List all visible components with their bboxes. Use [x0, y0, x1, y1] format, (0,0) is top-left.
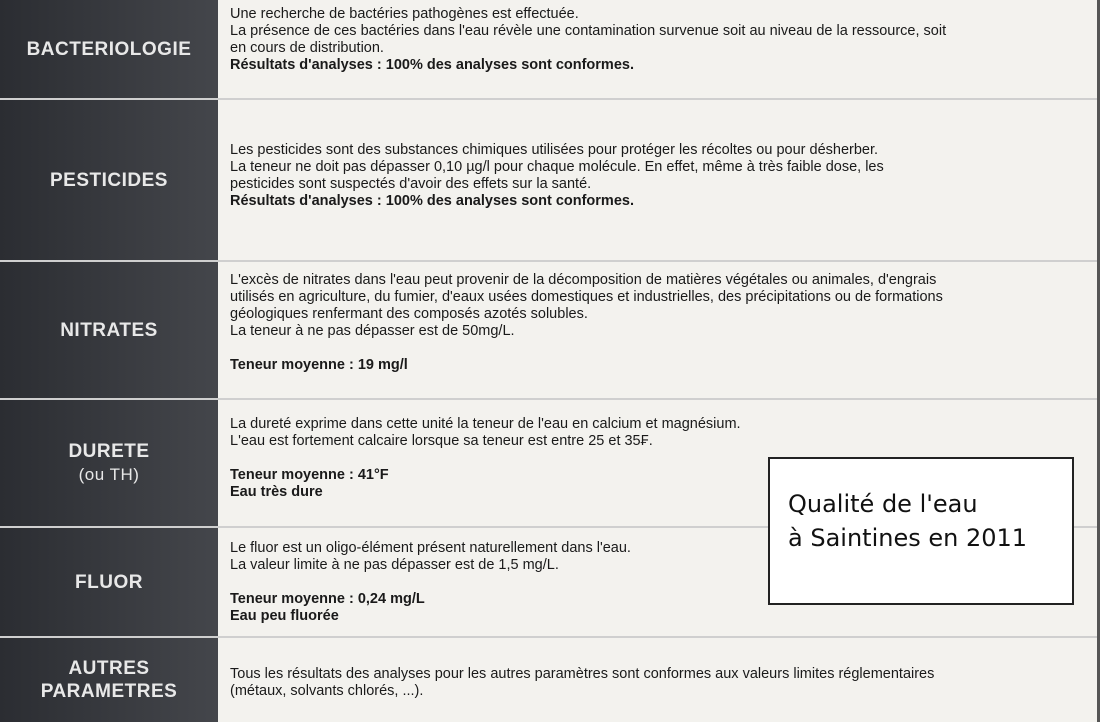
label-pesticides	[0, 100, 218, 260]
text-line: Une recherche de bactéries pathogènes est effectuée.	[230, 6, 579, 22]
text-line: La valeur limite à ne pas dépasser est de 1,5 mg/L.	[230, 557, 559, 573]
content-nitrates	[230, 272, 1092, 398]
text-line: La présence de ces bactéries dans l'eau révèle une contamination survenue soit au niveau de la ressource, soit	[230, 23, 947, 39]
row-nitrates	[0, 262, 1100, 400]
text-line: géologiques renfermant des composés azotés solubles.	[230, 306, 588, 322]
label-text: BACTERIOLOGIE	[26, 38, 192, 60]
label-subtext: PARAMETRES	[40, 681, 178, 702]
result-line: Résultats d'analyses : 100% des analyses sont conformes.	[230, 193, 634, 209]
text-line: L'excès de nitrates dans l'eau peut provenir de la décomposition de matières végétales ou animales, d'engrais	[230, 272, 937, 288]
label-text: DURETE	[68, 441, 150, 462]
content-pesticides	[230, 142, 1092, 260]
content-bacteriologie	[230, 6, 1092, 98]
result-line-2: Eau peu fluorée	[230, 608, 339, 624]
text-line: La teneur à ne pas dépasser est de 50mg/L.	[230, 323, 515, 339]
row-pesticides	[0, 100, 1100, 262]
text-line: La teneur ne doit pas dépasser 0,10 µg/l pour chaque molécule. En effet, même à très faible dose, les	[230, 159, 884, 175]
label-bacteriologie	[0, 0, 218, 98]
text-line: Le fluor est un oligo-élément présent naturellement dans l'eau.	[230, 540, 631, 556]
label-nitrates	[0, 262, 218, 398]
label-durete	[0, 400, 218, 526]
callout-line-1: Qualité de l'eau	[788, 490, 978, 518]
label-text: FLUOR	[75, 571, 143, 593]
label-fluor	[0, 528, 218, 636]
text-line: en cours de distribution.	[230, 40, 384, 56]
result-line: Teneur moyenne : 19 mg/l	[230, 357, 408, 373]
row-autres-parametres	[0, 638, 1100, 722]
text-line: Tous les résultats des analyses pour les autres paramètres sont conformes aux valeurs limites réglementaires	[230, 666, 935, 682]
result-line: Teneur moyenne : 41°F	[230, 467, 389, 483]
title-callout-box	[768, 457, 1074, 605]
text-line: (métaux, solvants chlorés, ...).	[230, 683, 424, 699]
content-autres-parametres	[230, 666, 1092, 722]
label-autres-parametres	[0, 638, 218, 722]
text-line: L'eau est fortement calcaire lorsque sa teneur est entre 25 et 35₣.	[230, 433, 653, 449]
text-line: La dureté exprime dans cette unité la teneur de l'eau en calcium et magnésium.	[230, 416, 741, 432]
label-text: PESTICIDES	[50, 169, 168, 191]
text-line: utilisés en agriculture, du fumier, d'eaux usées domestiques et industrielles, des précipitations ou de formations	[230, 289, 943, 305]
text-line: pesticides sont suspectés d'avoir des effets sur la santé.	[230, 176, 592, 192]
label-text: AUTRES	[68, 658, 150, 679]
callout-line-2: à Saintines en 2011	[788, 524, 1028, 552]
label-subtext: (ou TH)	[78, 465, 140, 484]
result-line: Teneur moyenne : 0,24 mg/L	[230, 591, 425, 607]
text-line: Les pesticides sont des substances chimiques utilisées pour protéger les récoltes ou pour désherber.	[230, 142, 879, 158]
result-line-2: Eau très dure	[230, 484, 323, 500]
label-text: NITRATES	[60, 319, 158, 341]
result-line: Résultats d'analyses : 100% des analyses sont conformes.	[230, 57, 634, 73]
row-bacteriologie	[0, 0, 1100, 100]
